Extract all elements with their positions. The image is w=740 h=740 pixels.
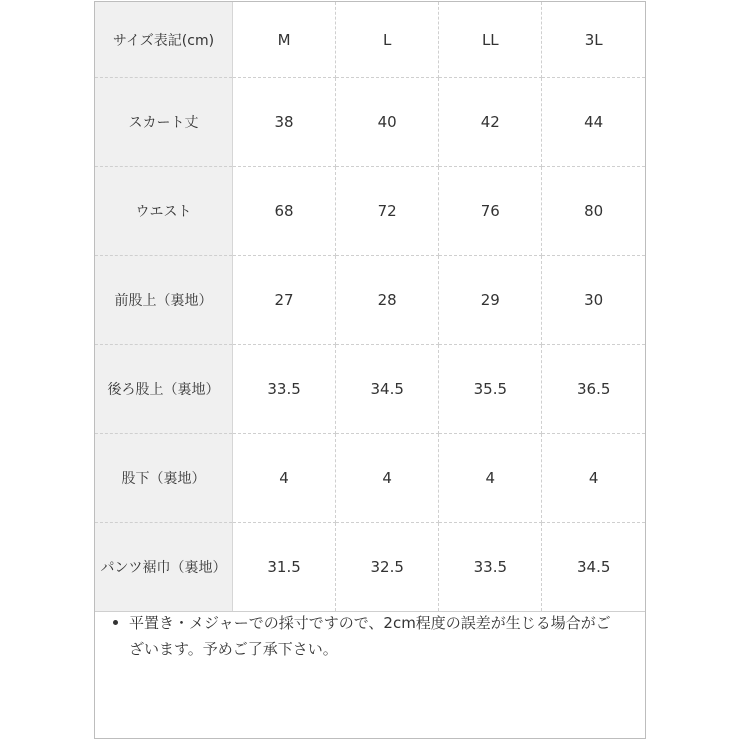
row-label-cell: 股下（裏地） [95, 434, 233, 523]
table-row [95, 345, 645, 434]
value-cell: 30 [542, 256, 645, 345]
value-cell: 33.5 [439, 523, 542, 612]
header-size-cell: 3L [542, 2, 645, 78]
table-row [95, 256, 645, 345]
value-cell: 32.5 [336, 523, 439, 612]
table-row [95, 78, 645, 167]
value-cell: 4 [336, 434, 439, 523]
value-cell: 4 [233, 434, 336, 523]
value-cell: 33.5 [233, 345, 336, 434]
size-chart-sheet [94, 1, 646, 739]
size-table [95, 2, 645, 612]
value-cell: 4 [439, 434, 542, 523]
value-cell: 34.5 [336, 345, 439, 434]
row-label-cell: 前股上（裏地） [95, 256, 233, 345]
value-cell: 31.5 [233, 523, 336, 612]
value-cell: 34.5 [542, 523, 645, 612]
note-item [129, 610, 645, 662]
value-cell: 42 [439, 78, 542, 167]
table-header-row [95, 2, 645, 78]
note-text: 平置き・メジャーでの採寸ですので、2cm程度の誤差が生じる場合がございます。予めご了承下さい。 [129, 614, 611, 658]
value-cell: 72 [336, 167, 439, 256]
row-label-cell: パンツ裾巾（裏地） [95, 523, 233, 612]
value-cell: 44 [542, 78, 645, 167]
value-cell: 29 [439, 256, 542, 345]
value-cell: 80 [542, 167, 645, 256]
value-cell: 27 [233, 256, 336, 345]
value-cell: 76 [439, 167, 542, 256]
value-cell: 68 [233, 167, 336, 256]
value-cell: 36.5 [542, 345, 645, 434]
row-label-cell: スカート丈 [95, 78, 233, 167]
value-cell: 28 [336, 256, 439, 345]
value-cell: 4 [542, 434, 645, 523]
header-size-cell: LL [439, 2, 542, 78]
value-cell: 38 [233, 78, 336, 167]
value-cell: 40 [336, 78, 439, 167]
bullet-icon [113, 620, 118, 625]
table-row [95, 434, 645, 523]
row-label-cell: ウエスト [95, 167, 233, 256]
table-row [95, 167, 645, 256]
header-size-cell: M [233, 2, 336, 78]
row-label-cell: 後ろ股上（裏地） [95, 345, 233, 434]
header-label-cell: サイズ表記(cm) [95, 2, 233, 78]
notes-list [95, 610, 645, 662]
value-cell: 35.5 [439, 345, 542, 434]
notes-section [95, 610, 645, 662]
table-row [95, 523, 645, 612]
header-size-cell: L [336, 2, 439, 78]
